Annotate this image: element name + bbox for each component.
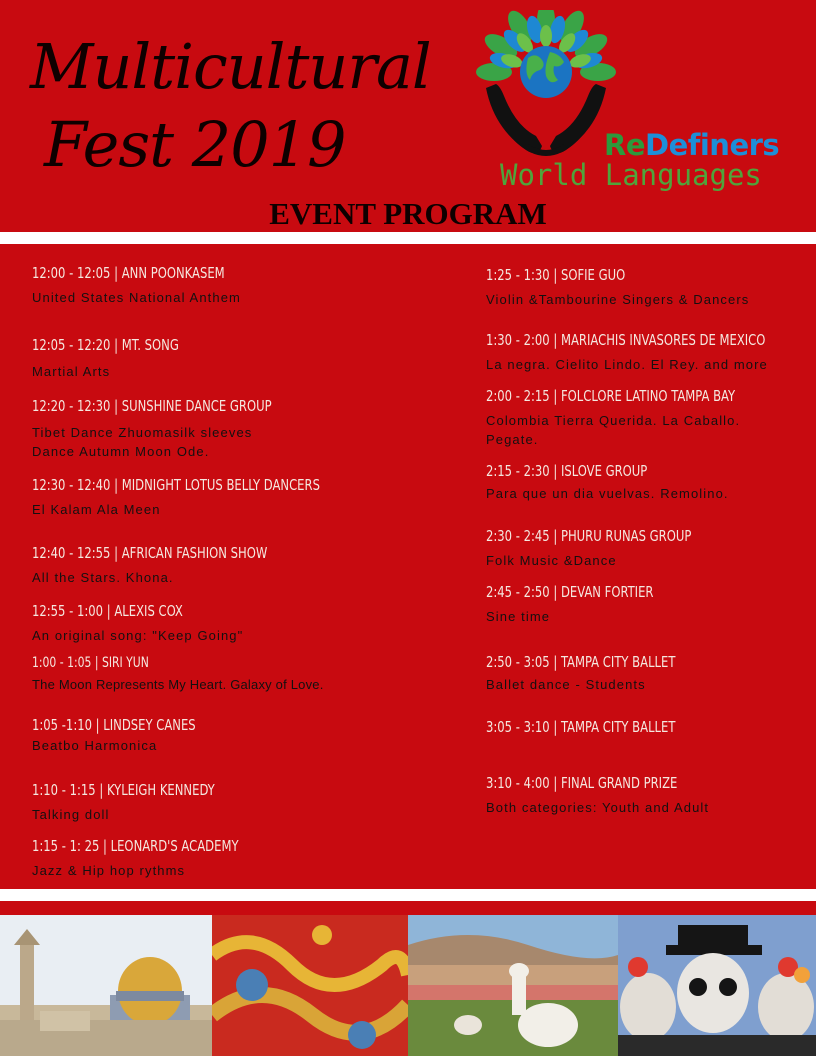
program-item <box>486 387 786 449</box>
item-description: All the Stars. Khona. <box>32 570 174 585</box>
item-description: Tibet Dance Zhuomasilk sleeves Dance Autumn Moon Ode. <box>32 425 253 459</box>
photo-strip <box>0 915 816 1056</box>
item-heading: 12:55 - 1:00 | ALEXIS COX <box>32 602 183 620</box>
day-of-the-dead-photo <box>618 915 816 1056</box>
item-description: Ballet dance - Students <box>486 677 646 692</box>
item-description: Beatbo Harmonica <box>32 738 158 753</box>
item-description: Folk Music &Dance <box>486 553 617 568</box>
program-item <box>486 266 749 309</box>
logo-wordmark: ReDefiners <box>604 128 780 162</box>
item-heading: 3:05 - 3:10 | TAMPA CITY BALLET <box>486 718 676 736</box>
item-heading: 2:45 - 2:50 | DEVAN FORTIER <box>486 583 654 601</box>
fest-title <box>30 28 431 184</box>
item-description: Martial Arts <box>32 364 111 379</box>
jerusalem-dome-photo <box>0 915 212 1056</box>
item-description: El Kalam Ala Meen <box>32 502 161 517</box>
item-heading: 1:10 - 1:15 | KYLEIGH KENNEDY <box>32 781 215 799</box>
item-description: Jazz & Hip hop rythms <box>32 863 186 878</box>
item-heading: 2:15 - 2:30 | ISLOVE GROUP <box>486 462 648 480</box>
item-description: The Moon Represents My Heart. Galaxy of Love. <box>32 677 324 692</box>
program-item <box>486 774 709 817</box>
program-item <box>32 602 243 645</box>
program-item <box>32 336 203 381</box>
item-description: Both categories: Youth and Adult <box>486 800 710 815</box>
item-heading: 1:00 - 1:05 | SIRI YUN <box>32 655 149 671</box>
item-description: Talking doll <box>32 807 110 822</box>
item-heading: 12:30 - 12:40 | MIDNIGHT LOTUS BELLY DANCERS <box>32 476 320 494</box>
program-item <box>486 462 729 503</box>
item-heading: 1:30 - 2:00 | MARIACHIS INVASORES DE MEXICO <box>486 331 766 349</box>
item-description: Sine time <box>486 609 551 624</box>
item-heading: 1:05 -1:10 | LINDSEY CANES <box>32 716 196 734</box>
item-heading: 3:10 - 4:00 | FINAL GRAND PRIZE <box>486 774 678 792</box>
item-description: United States National Anthem <box>32 290 241 305</box>
item-description: Violin &Tambourine Singers & Dancers <box>486 292 750 307</box>
title-line1: Multicultural <box>30 30 431 103</box>
logo-subtitle: World Languages <box>500 158 762 192</box>
program-item <box>32 716 222 755</box>
program-item <box>32 397 311 461</box>
program-item <box>32 544 306 587</box>
program-item <box>486 583 681 626</box>
program-item <box>486 653 706 694</box>
program-item <box>486 331 811 374</box>
item-heading: 12:05 - 12:20 | MT. SONG <box>32 336 179 354</box>
program-item <box>32 781 245 824</box>
program-item <box>32 476 367 519</box>
item-heading: 12:20 - 12:30 | SUNSHINE DANCE GROUP <box>32 397 272 415</box>
program-item <box>32 264 256 307</box>
item-description: Colombia Tierra Querida. La Caballo. Pegate. <box>486 413 741 447</box>
chinese-dragon-photo <box>212 915 408 1056</box>
item-heading: 1:25 - 1:30 | SOFIE GUO <box>486 266 626 284</box>
program-item <box>32 655 324 694</box>
item-description: An original song: "Keep Going" <box>32 628 244 643</box>
item-heading: 1:15 - 1: 25 | LEONARD'S ACADEMY <box>32 837 239 855</box>
program-title: EVENT PROGRAM <box>269 196 547 231</box>
llama-landscape-photo <box>408 915 618 1056</box>
item-description: Para que un dia vuelvas. Remolino. <box>486 486 729 501</box>
divider-band-bottom <box>0 889 816 901</box>
item-heading: 2:30 - 2:45 | PHURU RUNAS GROUP <box>486 527 692 545</box>
program-item <box>486 527 725 570</box>
item-description: La negra. Cielito Lindo. El Rey. and more <box>486 357 768 372</box>
item-heading: 12:00 - 12:05 | ANN POONKASEM <box>32 264 225 282</box>
item-heading: 12:40 - 12:55 | AFRICAN FASHION SHOW <box>32 544 268 562</box>
title-line2: Fest 2019 <box>44 108 346 181</box>
program-item <box>32 837 272 880</box>
program-item <box>486 718 706 736</box>
divider-band-top <box>0 232 816 244</box>
item-heading: 2:50 - 3:05 | TAMPA CITY BALLET <box>486 653 676 671</box>
item-heading: 2:00 - 2:15 | FOLCLORE LATINO TAMPA BAY <box>486 387 736 405</box>
